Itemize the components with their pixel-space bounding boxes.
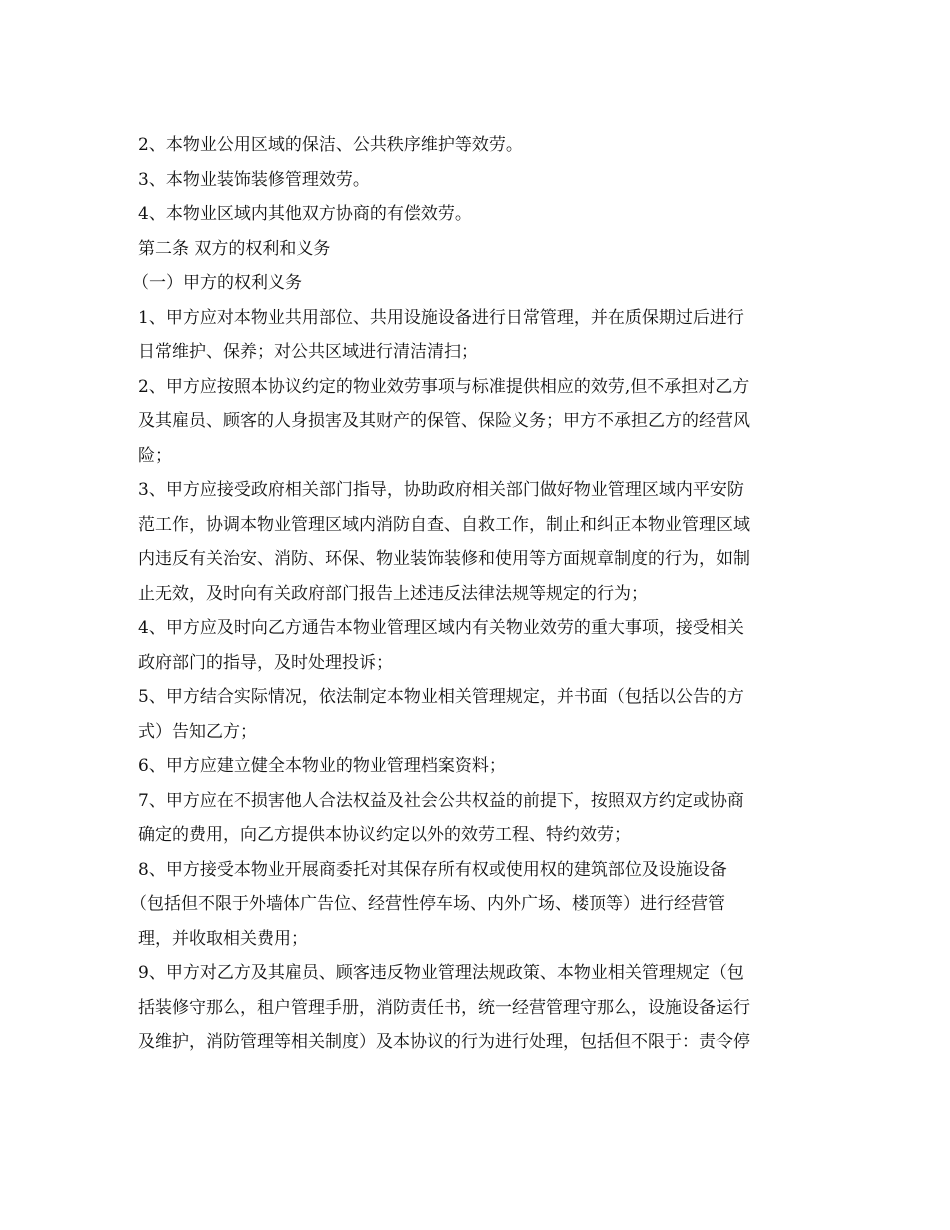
text-line: 险； [138, 445, 172, 466]
text-line: 4、甲方应及时向乙方通告本物业管理区域内有关物业效劳的重大事项，接受相关 [138, 618, 744, 638]
text-line: 1、甲方应对本物业共用部位、共用设施设备进行日常管理，并在质保期过后进行 [138, 307, 744, 328]
text-line: 日常维护、保养；对公共区域进行清洁清扫； [138, 342, 478, 362]
text-line: 内违反有关治安、消防、环保、物业装饰装修和使用等方面规章制度的行为，如制 [138, 549, 750, 569]
subsection-heading: （一）甲方的权利义务 [132, 273, 302, 293]
text-line: 式）告知乙方； [138, 721, 257, 742]
text-line: 2、本物业公用区域的保洁、公共秩序维护等效劳。 [138, 135, 523, 155]
text-line: 2、甲方应按照本协议约定的物业效劳事项与标准提供相应的效劳,但不承担对乙方 [138, 376, 750, 397]
text-line: 范工作，协调本物业管理区域内消防自查、自救工作，制止和纠正本物业管理区域 [138, 514, 750, 535]
document-body [130, 128, 818, 1060]
text-line: 5、甲方结合实际情况，依法制定本物业相关管理规定，并书面（包括以公告的方 [138, 687, 744, 707]
text-line: 8、甲方接受本物业开展商委托对其保存所有权或使用权的建筑部位及设施设备 [138, 859, 727, 880]
text-line: 6、甲方应建立健全本物业的物业管理档案资料； [138, 756, 506, 776]
text-line: 9、甲方对乙方及其雇员、顾客违反物业管理法规政策、本物业相关管理规定（包 [138, 963, 744, 983]
text-line: 3、本物业装饰装修管理效劳。 [138, 169, 370, 190]
text-line: 及其雇员、顾客的人身损害及其财产的保管、保险义务；甲方不承担乙方的经营风 [138, 411, 750, 431]
text-line: 及维护，消防管理等相关制度）及本协议的行为进行处理，包括但不限于：责令停 [138, 1032, 750, 1052]
text-line: 确定的费用，向乙方提供本协议约定以外的效劳工程、特约效劳； [138, 825, 631, 845]
text-line: 政府部门的指导，及时处理投诉； [138, 652, 393, 673]
text-line: 理，并收取相关费用； [138, 928, 308, 949]
text-line: 7、甲方应在不损害他人合法权益及社会公共权益的前提下，按照双方约定或协商 [138, 790, 744, 811]
text-line: 括装修守那么，租户管理手册，消防责任书，统一经营管理守那么，设施设备运行 [138, 997, 750, 1018]
text-line: 3、甲方应接受政府相关部门指导，协助政府相关部门做好物业管理区域内平安防 [138, 480, 744, 500]
section-heading: 第二条 双方的权利和义务 [138, 238, 331, 259]
text-line: （包括但不限于外墙体广告位、经营性停车场、内外广场、楼顶等）进行经营管 [130, 894, 725, 914]
text-line: 4、本物业区域内其他双方协商的有偿效劳。 [138, 204, 472, 224]
text-line: 止无效，及时向有关政府部门报告上述违反法律法规等规定的行为； [138, 583, 648, 604]
